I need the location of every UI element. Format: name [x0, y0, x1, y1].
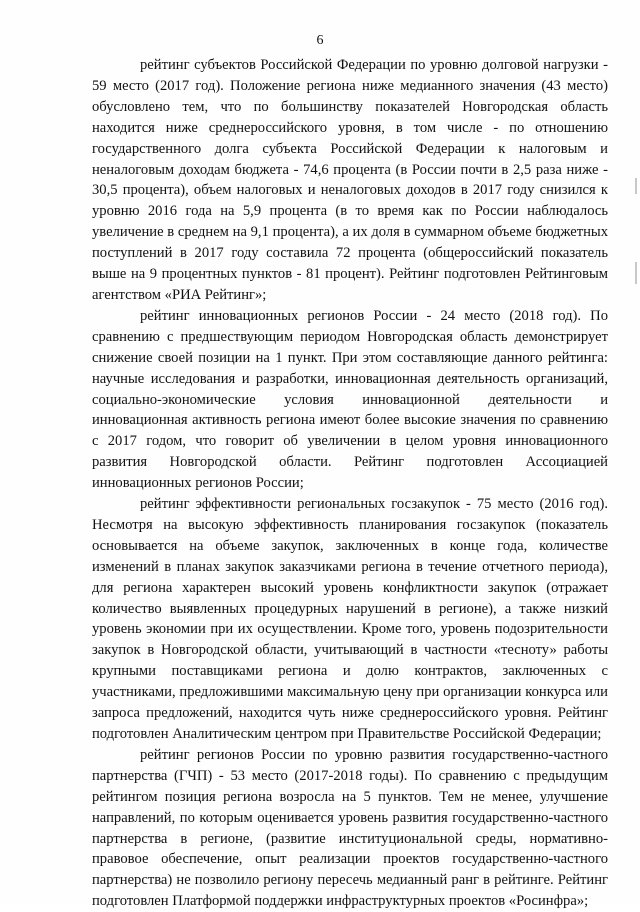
paragraph-innovation-rating: рейтинг инновационных регионов России - 24 место (2018 год). По сравнению с предшествующим периодом Новгородская область демонстрирует снижение своей позиции на 1 пункт. При этом составляющие данного рейтинга: научные исследования и разработки, инновационная деятельность организаций, социально-экономические условия инновационной деятельности и инновационная активность региона имеют более высокие значения по сравнению с 2017 годом, что говорит об увеличении в целом уровня инновационного развития Новгородской области. Рейтинг подготовлен Ассоциацией инновационных регионов России; — [92, 307, 608, 492]
paragraph-procurement-rating: рейтинг эффективности региональных госзакупок - 75 место (2016 год). Несмотря на высокую эффективность планирования госзакупок (показатель основывается на объеме закупок, заключенных в конце года, количестве изменений в планах закупок заказчиками региона в течение отчетного периода), для региона характерен высокий уровень конфликтности закупок (отражает количество выявленных процедурных нарушений в регионе), а также низкий уровень экономии при их осуществлении. Кроме того, уровень подозрительности закупок в Новгородской области, учитывающий в частности «тесноту» работы крупными поставщиками региона и долю контрактов, заключенных с участниками, предложившими максимальную цену при организации конкурса или запроса предложений, находится чуть ниже среднероссийского уровня. Рейтинг подготовлен Аналитическим центром при Правительстве Российской Федерации; — [92, 496, 608, 742]
paragraph-ppp-rating: рейтинг регионов России по уровню развития государственно-частного партнерства (ГЧП) - 53 место (2017-2018 годы). По сравнению с предыдущим рейтингом позиция региона возросла на 5 пунктов. Тем не менее, улучшение направлений, по которым оценивается уровень развития государственно-частного партнерства в регионе, (развитие институциональной среды, нормативно-правовое обеспечение, опыт реализации проектов государственно-частного партнерства) не позволило региону пересечь медианный ранг в рейтинге. Рейтинг подготовлен Платформой поддержки инфраструктурных проектов «Росинфра»; — [92, 746, 608, 910]
body-text — [92, 55, 608, 912]
page-number: 6 — [316, 33, 324, 48]
paragraph-debt-rating: рейтинг субъектов Российской Федерации по уровню долговой нагрузки - 59 место (2017 год). Положение региона ниже медианного значения (43 место) обусловлено тем, что по большинству показателей Новгородская область находится ниже среднероссийского уровня, в том числе - по отношению государственного долга субъекта Российской Федерации к налоговым и неналоговым доходам бюджета - 74,6 процента (в России почти в 2,5 раза ниже - 30,5 процента), объем налоговых и неналоговых доходов в 2017 году снизился к уровню 2016 года на 5,9 процента (в то время как по России наблюдалось увеличение в среднем на 9,1 процента), а их доля в суммарном объеме бюджетных поступлений в 2017 году составила 72 процента (общероссийский показатель выше на 9 процентных пунктов - 81 процент). Рейтинг подготовлен Рейтинговым агентством «РИА Рейтинг»; — [92, 57, 608, 303]
scan-edge-mark — [635, 262, 637, 284]
scan-edge-mark — [635, 178, 637, 194]
